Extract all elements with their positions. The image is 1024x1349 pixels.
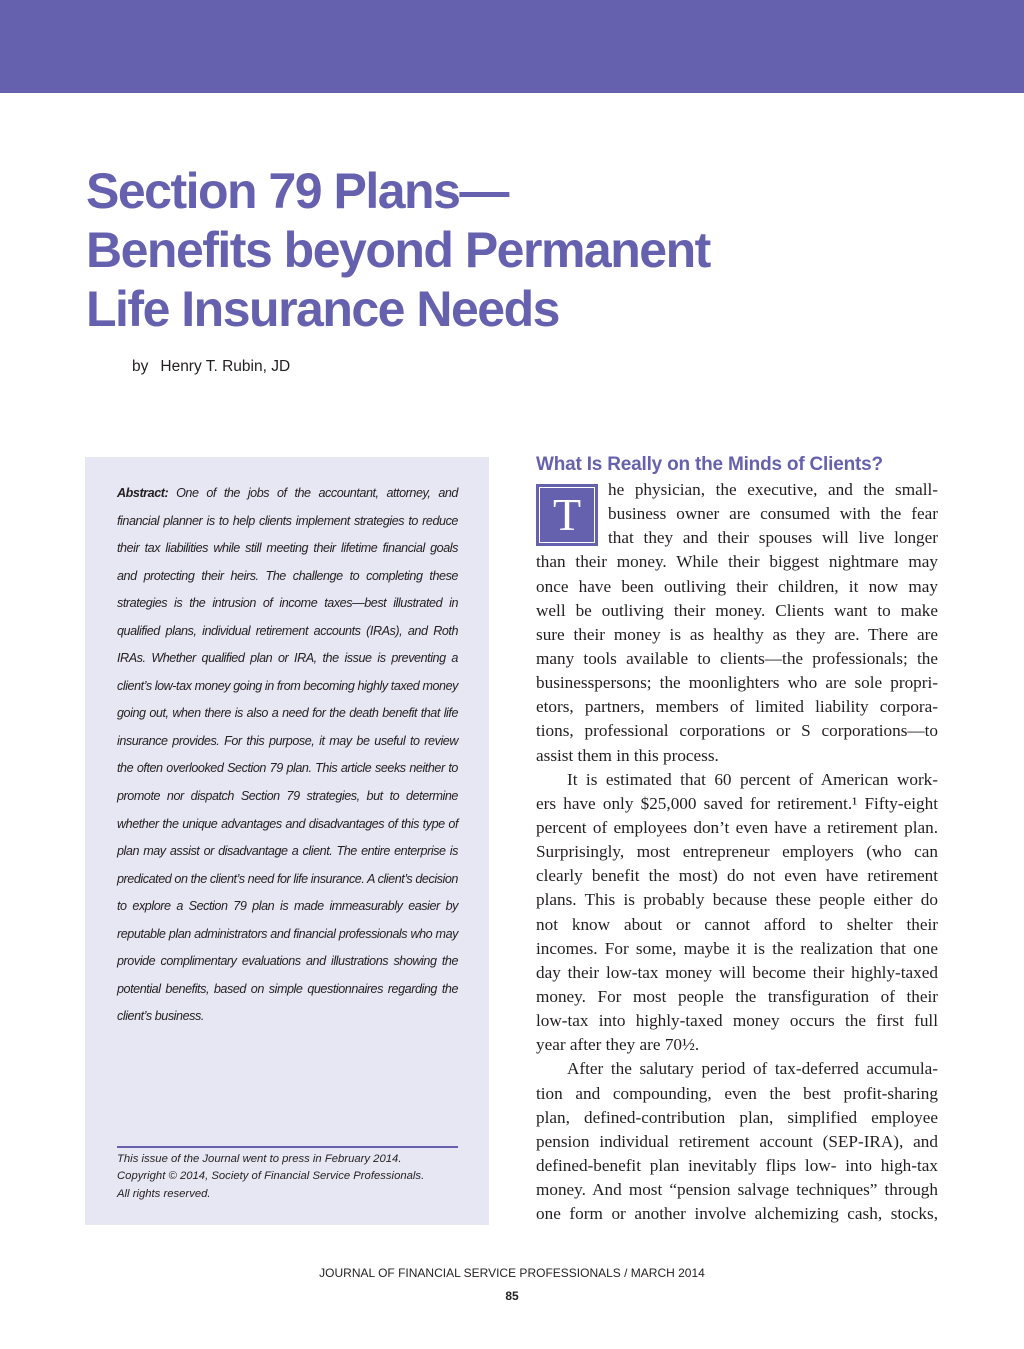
body-line: Surprisingly, most entrepreneur employers (who can: [536, 842, 938, 862]
byline-prefix: by: [132, 358, 149, 375]
author-name: Henry T. Rubin, JD: [160, 358, 291, 375]
body-line: After the salutary period of tax-deferred accumula-: [567, 1059, 938, 1079]
body-line: low-tax into highly-taxed money occurs the first full: [536, 1011, 938, 1031]
press-note-divider: [117, 1146, 458, 1148]
body-line: he physician, the executive, and the small-: [608, 480, 938, 499]
section-heading: What Is Really on the Minds of Clients?: [536, 454, 883, 475]
body-line: defined-benefit plan inevitably flips low- into high-tax: [536, 1155, 938, 1175]
body-line: tion and compounding, even the best profit-sharing: [536, 1083, 938, 1103]
abstract-label: Abstract:: [117, 486, 169, 500]
body-line: money. And most “pension salvage techniques” through: [536, 1180, 938, 1200]
article-body: [536, 478, 938, 1226]
press-note-line-3: All rights reserved.: [117, 1187, 211, 1200]
header-band: [0, 0, 1024, 93]
journal-footer: JOURNAL OF FINANCIAL SERVICE PROFESSIONALS / MARCH 2014: [319, 1266, 705, 1280]
body-line: It is estimated that 60 percent of American work-: [567, 769, 938, 789]
body-line: well be outliving their money. Clients want to make: [536, 600, 938, 620]
body-line: year after they are 70½.: [536, 1035, 700, 1055]
body-line: tions, professional corporations or S corporations—to: [536, 721, 938, 741]
page-number: 85: [505, 1289, 519, 1303]
title-line-1: Section 79 Plans—: [86, 163, 508, 219]
body-line: business owner are consumed with the fear: [608, 504, 938, 524]
body-line: many tools available to clients—the professionals; the: [536, 648, 938, 668]
body-line: once have been outliving their children, it now may: [536, 576, 938, 596]
press-note-line-1: This issue of the Journal went to press in February 2014.: [117, 1153, 402, 1165]
body-line: percent of employees don’t even have a retirement plan.: [536, 817, 938, 837]
drop-cap-letter: T: [539, 487, 595, 543]
body-line: pension individual retirement account (SEP-IRA), and: [536, 1131, 938, 1151]
body-line: than their money. While their biggest nightmare may: [536, 552, 938, 572]
body-line: plan, defined-contribution plan, simplified employee: [536, 1107, 938, 1127]
body-line: sure their money is as healthy as they are. There are: [536, 624, 938, 644]
body-line: that they and their spouses will live longer: [608, 528, 938, 548]
body-line: day their low-tax money will become their highly-taxed: [536, 962, 938, 982]
body-line: businesspersons; the moonlighters who are sole propri-: [536, 673, 938, 693]
body-line: clearly benefit the most) do not even have retirement: [536, 866, 938, 886]
article-title: [86, 162, 710, 339]
body-line: assist them in this process.: [536, 745, 719, 765]
body-line: money. For most people the transfiguration of their: [536, 986, 938, 1006]
title-line-3: Life Insurance Needs: [86, 281, 559, 337]
body-line: plans. This is probably because these people either do: [536, 890, 938, 910]
press-note-line-2: Copyright © 2014, Society of Financial Service Professionals.: [117, 1170, 425, 1183]
body-line: incomes. For some, maybe it is the realization that one: [536, 938, 938, 958]
body-line: not know about or cannot afford to shelter their: [536, 914, 938, 934]
body-line: ers have only $25,000 saved for retirement.¹ Fifty-eight: [536, 793, 938, 813]
abstract-text: [117, 480, 458, 1031]
press-note: [117, 1151, 467, 1203]
body-line: one form or another involve alchemizing cash, stocks,: [536, 1204, 938, 1224]
body-line: etors, partners, members of limited liability corpora-: [536, 697, 938, 717]
title-line-2: Benefits beyond Permanent: [86, 222, 710, 278]
byline: [132, 358, 290, 376]
abstract-body: One of the jobs of the accountant, attorney, and financial planner is to help clients implement strategies to reduce their tax liabilities while still meeting their lifetime financial goals and protecting their heirs. The challenge to completing these strategies is the intrusion of income taxes—best illustrated in qualified plans, individual retirement accounts (IRAs), and Roth IRAs. Whether qualified plan or IRA, the issue is preventing a client’s low-tax money going in from becoming highly taxed money going out, when there is also a need for the death benefit that life insurance provides. For this purpose, it may be useful to review the often overlooked Section 79 plan. This article seeks neither to promote nor dispatch Section 79 strategies, but to determine whether the unique advantages and disadvantages of this type of plan may assist or disadvantage a client. The entire enterprise is predicated on the client’s need for life insurance. A client’s decision to explore a Section 79 plan is made immeasurably easier by reputable plan administrators and financial professionals who may provide complimentary evaluations and illustrations showing the potential benefits, based on simple questionnaires regarding the client’s business.: [117, 486, 458, 1024]
